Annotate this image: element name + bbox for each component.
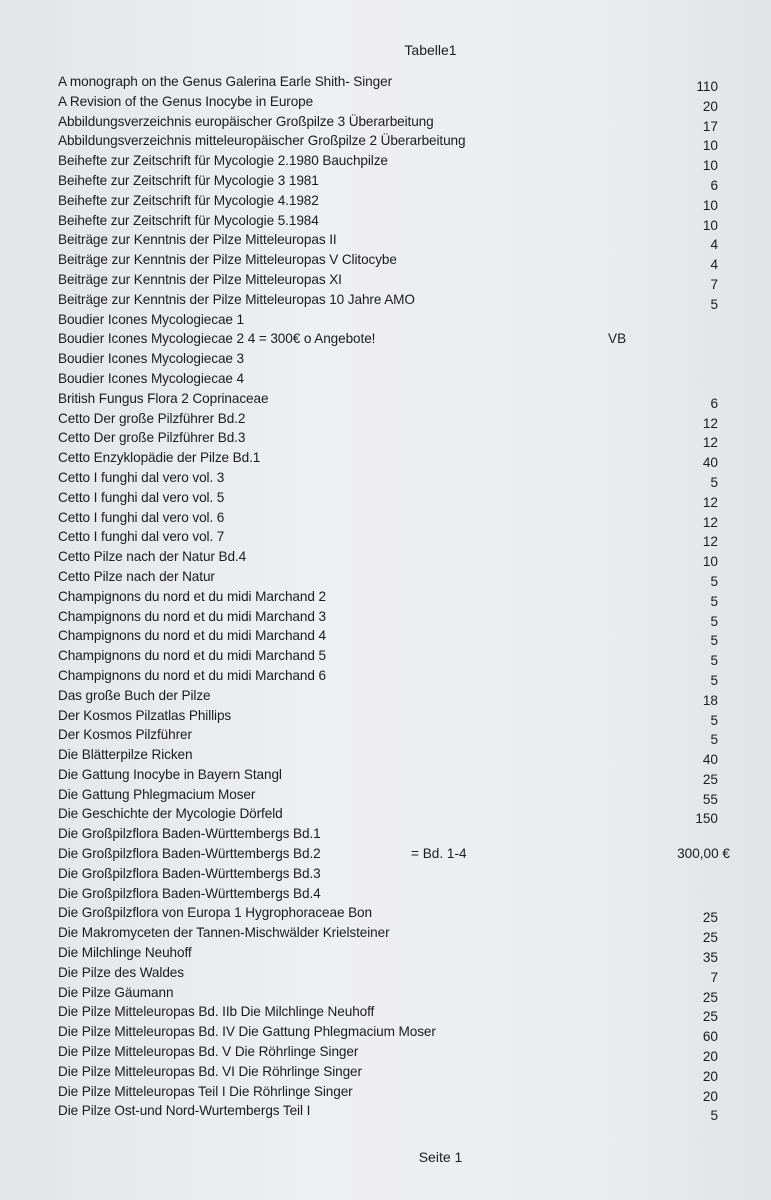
table-row <box>58 349 738 369</box>
book-title: Die Pilze des Waldes <box>58 964 184 980</box>
book-price: 60 <box>702 1029 718 1045</box>
book-title: Die Pilze Mitteleuropas Bd. VI Die Röhrlinge Singer <box>58 1063 362 1079</box>
book-title: A monograph on the Genus Galerina Earle Shith- Singer <box>58 74 392 89</box>
book-title: A Revision of the Genus Inocybe in Europe <box>58 93 314 109</box>
book-price: 6 <box>710 177 718 193</box>
book-price: 7 <box>710 276 718 292</box>
table-row <box>58 409 738 429</box>
book-title: Die Makromyceten der Tannen-Mischwälder Krielsteiner <box>58 925 390 941</box>
book-price: 5 <box>710 474 718 490</box>
table-row <box>58 112 738 132</box>
book-title: Beihefte zur Zeitschrift für Mycologie 5.1984 <box>58 212 319 228</box>
table-row <box>58 943 738 966</box>
table-row <box>58 1101 738 1124</box>
book-price: 20 <box>702 98 718 114</box>
table-row <box>58 448 738 471</box>
book-title: Abbildungsverzeichnis mitteleuropäischer Großpilze 2 Überarbeitung <box>58 133 466 149</box>
book-title: Das große Buch der Pilze <box>58 687 211 703</box>
table-row <box>58 646 738 669</box>
table-row <box>58 191 738 211</box>
book-title: Die Gattung Inocybe in Bayern Stangl <box>58 766 282 782</box>
table-row <box>58 92 738 112</box>
book-title: Beihefte zur Zeitschrift für Mycologie 3 1981 <box>58 172 319 188</box>
table-row <box>58 1002 738 1025</box>
book-price: 4 <box>710 237 718 253</box>
book-price: 5 <box>710 613 718 629</box>
book-price: 300,00 € <box>677 846 730 862</box>
book-title: Die Pilze Mitteleuropas Bd. IV Die Gattung Phlegmacium Moser <box>58 1024 436 1040</box>
table-row <box>58 626 738 649</box>
book-price: 4 <box>710 257 718 273</box>
book-title: Die Milchlinge Neuhoff <box>58 945 192 961</box>
book-title: Cetto I funghi dal vero vol. 3 <box>58 469 225 485</box>
book-price: 7 <box>710 969 718 985</box>
book-price: 5 <box>710 593 718 609</box>
book-title: Cetto Pilze nach der Natur Bd.4 <box>58 549 247 565</box>
book-title: Cetto I funghi dal vero vol. 7 <box>58 529 225 545</box>
book-price: 20 <box>702 1049 718 1065</box>
book-title: Beiträge zur Kenntnis der Pilze Mitteleuropas II <box>58 232 337 248</box>
book-price: 25 <box>702 930 718 946</box>
book-title: Beiträge zur Kenntnis der Pilze Mitteleuropas 10 Jahre AMO <box>58 291 415 307</box>
table-row <box>58 686 738 706</box>
table-row <box>58 923 738 946</box>
book-price: 25 <box>702 910 718 926</box>
book-title: Champignons du nord et du midi Marchand 6 <box>58 667 326 683</box>
table-row <box>58 1042 738 1065</box>
book-price: 5 <box>710 633 718 649</box>
book-title: Cetto Der große Pilzführer Bd.2 <box>58 410 246 426</box>
book-title: Beihefte zur Zeitschrift für Mycologie 4.1982 <box>58 192 319 208</box>
book-title: Boudier Icones Mycologiecae 2 4 = 300€ o Angebote! <box>58 331 376 347</box>
table-row <box>58 983 738 1003</box>
book-title: Die Pilze Mitteleuropas Bd. V Die Röhrlinge Singer <box>58 1044 359 1060</box>
book-price: 5 <box>710 573 718 589</box>
table-row <box>58 508 738 528</box>
table-row <box>58 369 738 389</box>
table-row <box>58 884 738 904</box>
book-price: 12 <box>702 435 718 451</box>
book-title: Cetto Enzyklopädie der Pilze Bd.1 <box>58 450 261 466</box>
table-row <box>58 864 738 884</box>
book-price: 10 <box>702 197 718 213</box>
table-row <box>58 666 738 686</box>
book-price: 17 <box>702 118 718 134</box>
book-title: Die Pilze Mitteleuropas Bd. IIb Die Milchlinge Neuhoff <box>58 1004 375 1020</box>
table-row <box>58 488 738 508</box>
book-price: 5 <box>710 732 718 748</box>
book-title: Der Kosmos Pilzführer <box>58 727 192 743</box>
book-title: Die Großpilzflora Baden-Württembergs Bd.3 <box>58 865 321 881</box>
book-price: 10 <box>702 554 718 570</box>
book-price: 10 <box>702 217 718 233</box>
book-price: 55 <box>702 791 718 807</box>
book-title: Die Pilze Gäumann <box>58 984 174 1000</box>
table-row <box>58 844 738 864</box>
table-row <box>58 745 738 768</box>
book-title: Beihefte zur Zeitschrift für Mycologie 2.1980 Bauchpilze <box>58 153 388 169</box>
book-title: Champignons du nord et du midi Marchand 2 <box>58 588 326 604</box>
book-title: Die Blätterpilze Ricken <box>58 747 193 763</box>
book-price: 40 <box>702 752 718 768</box>
table-row <box>58 329 738 349</box>
book-price: 20 <box>702 1068 718 1084</box>
book-title: Champignons du nord et du midi Marchand 5 <box>58 648 326 664</box>
table-row <box>58 607 738 627</box>
book-price: 12 <box>702 494 718 510</box>
sheet-title: Tabelle1 <box>404 42 457 58</box>
book-price: 25 <box>702 771 718 787</box>
book-title: Die Pilze Mitteleuropas Teil I Die Röhrlinge Singer <box>58 1083 353 1099</box>
book-title: Beiträge zur Kenntnis der Pilze Mitteleuropas V Clitocybe <box>58 252 397 268</box>
book-price: 40 <box>702 455 718 471</box>
book-title: Abbildungsverzeichnis europäischer Großpilze 3 Überarbeitung <box>58 113 434 129</box>
book-list <box>58 72 738 1124</box>
table-row <box>58 1022 738 1045</box>
row-note: VB <box>608 331 627 347</box>
book-price: 110 <box>696 79 718 94</box>
book-title: Die Großpilzflora Baden-Württembergs Bd.1 <box>58 826 321 842</box>
table-row <box>58 211 738 231</box>
table-row <box>58 310 738 330</box>
table-row <box>58 706 738 726</box>
book-title: Champignons du nord et du midi Marchand 3 <box>58 608 326 624</box>
book-title: Die Großpilzflora Baden-Württembergs Bd.2 <box>58 846 321 862</box>
book-title: Cetto I funghi dal vero vol. 6 <box>58 509 225 525</box>
book-title: Cetto I funghi dal vero vol. 5 <box>58 489 225 505</box>
table-row <box>58 903 738 926</box>
table-row <box>58 963 738 983</box>
table-row <box>58 428 738 451</box>
table-row <box>58 468 738 488</box>
table-row <box>58 527 738 550</box>
table-row <box>58 72 738 92</box>
table-row <box>58 171 738 191</box>
book-title: Boudier Icones Mycologiecae 3 <box>58 351 245 367</box>
book-price: 5 <box>710 712 718 728</box>
book-title: Der Kosmos Pilzatlas Phillips <box>58 707 232 723</box>
book-title: Die Geschichte der Mycologie Dörfeld <box>58 806 283 822</box>
book-title: Cetto Der große Pilzführer Bd.3 <box>58 430 246 446</box>
table-row <box>58 547 738 570</box>
book-title: Die Großpilzflora von Europa 1 Hygrophoraceae Bon <box>58 905 372 921</box>
book-title: Die Großpilzflora Baden-Württembergs Bd.4 <box>58 885 321 901</box>
book-price: 20 <box>702 1088 718 1104</box>
table-row <box>58 230 738 253</box>
table-row <box>58 567 738 587</box>
book-price: 12 <box>702 514 718 530</box>
table-row <box>58 804 738 827</box>
table-row <box>58 250 738 273</box>
book-price: 25 <box>702 989 718 1005</box>
book-price: 12 <box>702 534 718 550</box>
table-row <box>58 290 738 310</box>
book-price: 18 <box>702 692 718 708</box>
page-footer: Seite 1 <box>418 1149 463 1165</box>
book-price: 35 <box>702 950 718 966</box>
book-price: 10 <box>702 138 718 154</box>
table-row <box>58 725 738 748</box>
table-row <box>58 131 738 154</box>
book-price: 5 <box>710 672 718 688</box>
table-row <box>58 1062 738 1082</box>
book-price: 10 <box>702 158 718 174</box>
row-note: = Bd. 1-4 <box>411 846 467 862</box>
book-price: 150 <box>695 811 718 827</box>
table-row <box>58 824 738 844</box>
table-row <box>58 389 738 409</box>
book-title: Champignons du nord et du midi Marchand 4 <box>58 628 326 644</box>
table-row <box>58 151 738 174</box>
book-price: 12 <box>702 415 718 431</box>
book-title: Cetto Pilze nach der Natur <box>58 568 215 584</box>
book-price: 6 <box>710 395 718 411</box>
book-title: Die Gattung Phlegmacium Moser <box>58 786 256 802</box>
book-title: Boudier Icones Mycologiecae 4 <box>58 370 245 386</box>
book-price: 5 <box>710 296 718 312</box>
book-price: 5 <box>710 1108 718 1124</box>
table-row <box>58 587 738 607</box>
book-title: Boudier Icones Mycologiecae 1 <box>58 311 245 327</box>
book-title: British Fungus Flora 2 Coprinaceae <box>58 390 269 406</box>
table-row <box>58 785 738 805</box>
table-row <box>58 1082 738 1102</box>
book-title: Beiträge zur Kenntnis der Pilze Mitteleuropas XI <box>58 271 342 287</box>
book-price: 5 <box>710 653 718 669</box>
table-row <box>58 270 738 290</box>
book-price: 25 <box>702 1009 718 1025</box>
book-title: Die Pilze Ost-und Nord-Wurtembergs Teil I <box>58 1103 311 1119</box>
table-row <box>58 765 738 785</box>
